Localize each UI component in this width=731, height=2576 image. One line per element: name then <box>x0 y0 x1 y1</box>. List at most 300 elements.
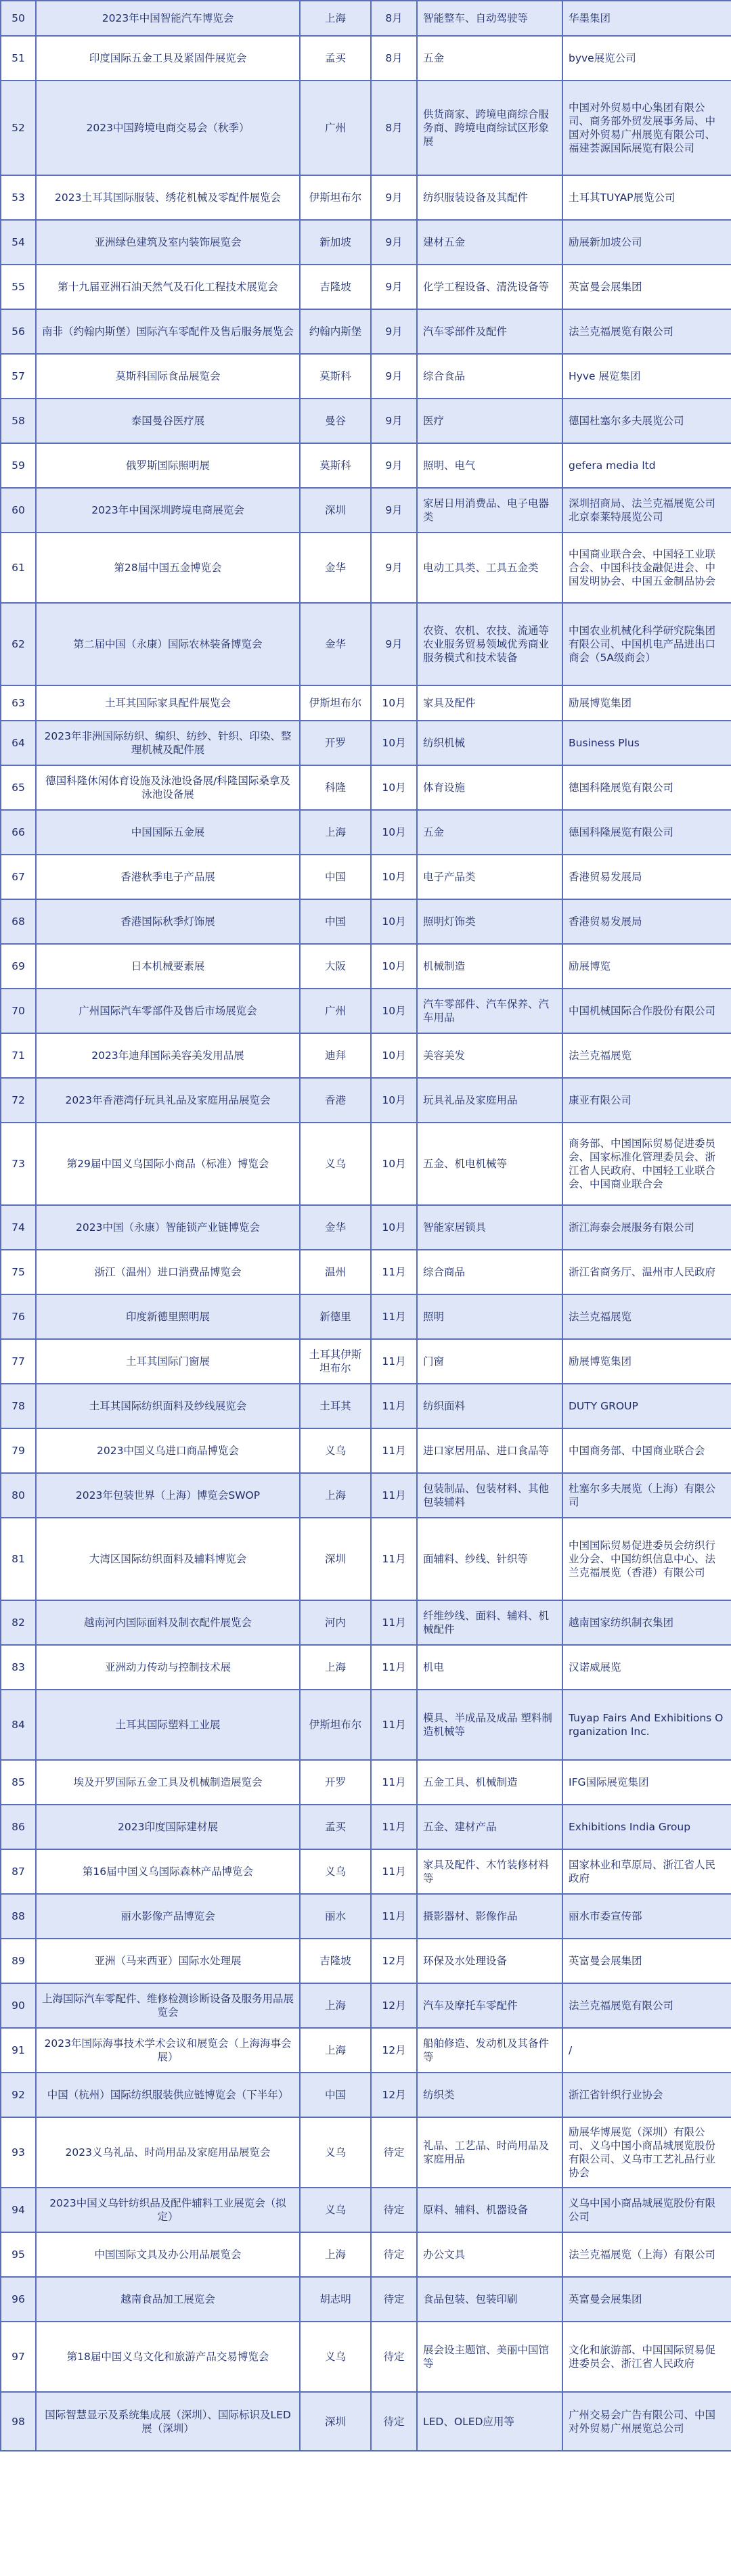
exhibition-name: 2023年香港湾仔玩具礼品及家庭用品展览会 <box>36 1078 300 1123</box>
exhibition-organizer: 励展华博展览（深圳）有限公司、义乌中国小商品城展览股份有限公司、义乌市工艺礼品行业协会 <box>562 2117 731 2188</box>
exhibition-month: 待定 <box>371 2232 417 2277</box>
exhibition-city: 义乌 <box>300 1849 371 1894</box>
exhibition-category: 进口家居用品、进口食品等 <box>417 1428 562 1473</box>
exhibition-city: 金华 <box>300 1205 371 1250</box>
exhibition-city: 上海 <box>300 1 371 36</box>
exhibition-organizer: byve展览公司 <box>562 36 731 81</box>
exhibition-category: 食品包装、包装印刷 <box>417 2277 562 2322</box>
exhibition-name: 德国科隆休闲体育设施及泳池设备展/科隆国际桑拿及泳池设备展 <box>36 765 300 810</box>
table-row <box>1 443 731 488</box>
exhibition-category: 五金 <box>417 36 562 81</box>
exhibition-month: 9月 <box>371 443 417 488</box>
exhibition-name: 日本机械要素展 <box>36 944 300 989</box>
exhibition-category: 五金、机电机械等 <box>417 1123 562 1205</box>
exhibition-organizer: 土耳其TUYAP展览公司 <box>562 175 731 220</box>
table-row <box>1 1939 731 1983</box>
row-number: 83 <box>1 1645 36 1690</box>
exhibition-organizer: Tuyap Fairs And Exhibitions Organization Inc. <box>562 1690 731 1760</box>
exhibition-category: 摄影器材、影像作品 <box>417 1894 562 1939</box>
row-number: 90 <box>1 1983 36 2028</box>
exhibition-category: LED、OLED应用等 <box>417 2392 562 2451</box>
exhibition-category: 纺织服装设备及其配件 <box>417 175 562 220</box>
exhibition-organizer: 浙江省针织行业协会 <box>562 2073 731 2117</box>
exhibition-category: 家居日用消费品、电子电器类 <box>417 488 562 533</box>
exhibition-city: 迪拜 <box>300 1033 371 1078</box>
row-number: 56 <box>1 309 36 354</box>
exhibition-name: 2023印度国际建材展 <box>36 1805 300 1849</box>
exhibition-category: 照明灯饰类 <box>417 899 562 944</box>
exhibition-category: 五金工具、机械制造 <box>417 1760 562 1805</box>
row-number: 52 <box>1 81 36 175</box>
exhibition-month: 9月 <box>371 399 417 443</box>
exhibition-month: 9月 <box>371 603 417 685</box>
exhibition-city: 金华 <box>300 533 371 603</box>
exhibition-name: 第18届中国义乌文化和旅游产品交易博览会 <box>36 2322 300 2392</box>
exhibition-category: 汽车及摩托车零配件 <box>417 1983 562 2028</box>
exhibition-organizer: 浙江海泰会展服务有限公司 <box>562 1205 731 1250</box>
exhibition-category: 综合食品 <box>417 354 562 399</box>
exhibition-organizer: 中国商业联合会、中国轻工业联合会、中国科技金融促进会、中国发明协会、中国五金制品协会 <box>562 533 731 603</box>
exhibition-month: 11月 <box>371 1805 417 1849</box>
row-number: 98 <box>1 2392 36 2451</box>
exhibition-month: 9月 <box>371 533 417 603</box>
exhibition-organizer: 深圳招商局、法兰克福展览公司 北京泰莱特展览公司 <box>562 488 731 533</box>
exhibition-organizer: 法兰克福展览 <box>562 1033 731 1078</box>
row-number: 57 <box>1 354 36 399</box>
row-number: 70 <box>1 989 36 1033</box>
row-number: 79 <box>1 1428 36 1473</box>
exhibition-organizer: 中国国际贸易促进委员会纺织行业分会、中国纺织信息中心、法兰克福展览（香港）有限公司 <box>562 1518 731 1600</box>
exhibition-name: 2023年中国智能汽车博览会 <box>36 1 300 36</box>
exhibition-name: 2023中国义乌进口商品博览会 <box>36 1428 300 1473</box>
exhibition-month: 12月 <box>371 2028 417 2073</box>
exhibition-organizer: 英富曼会展集团 <box>562 1939 731 1983</box>
table-row <box>1 1805 731 1849</box>
exhibition-city: 中国 <box>300 2073 371 2117</box>
exhibition-city: 伊斯坦布尔 <box>300 1690 371 1760</box>
table-row <box>1 1384 731 1428</box>
table-row <box>1 944 731 989</box>
exhibition-month: 11月 <box>371 1518 417 1600</box>
row-number: 75 <box>1 1250 36 1294</box>
exhibition-month: 11月 <box>371 1894 417 1939</box>
exhibition-city: 莫斯科 <box>300 443 371 488</box>
row-number: 53 <box>1 175 36 220</box>
exhibition-organizer: 广州交易会广告有限公司、中国对外贸易广州展览总公司 <box>562 2392 731 2451</box>
exhibition-name: 南非（约翰内斯堡）国际汽车零配件及售后服务展览会 <box>36 309 300 354</box>
row-number: 76 <box>1 1294 36 1339</box>
table-row <box>1 1983 731 2028</box>
exhibition-category: 纺织类 <box>417 2073 562 2117</box>
exhibition-name: 中国（杭州）国际纺织服装供应链博览会（下半年） <box>36 2073 300 2117</box>
exhibition-category: 包装制品、包装材料、其他包装辅料 <box>417 1473 562 1518</box>
exhibition-category: 五金、建材产品 <box>417 1805 562 1849</box>
exhibition-city: 吉隆坡 <box>300 1939 371 1983</box>
exhibition-organizer: 德国科隆展览有限公司 <box>562 810 731 855</box>
exhibition-city: 上海 <box>300 1473 371 1518</box>
exhibition-name: 大湾区国际纺织面料及辅料博览会 <box>36 1518 300 1600</box>
table-row <box>1 989 731 1033</box>
exhibition-category: 面辅料、纱线、针织等 <box>417 1518 562 1600</box>
exhibition-month: 11月 <box>371 1339 417 1384</box>
table-row <box>1 1123 731 1205</box>
table-row <box>1 533 731 603</box>
table-row <box>1 1250 731 1294</box>
exhibition-city: 伊斯坦布尔 <box>300 175 371 220</box>
exhibition-month: 11月 <box>371 1473 417 1518</box>
exhibition-category: 机械制造 <box>417 944 562 989</box>
exhibition-organizer: 法兰克福展览 <box>562 1294 731 1339</box>
exhibition-city: 曼谷 <box>300 399 371 443</box>
exhibition-organizer: Business Plus <box>562 721 731 765</box>
row-number: 60 <box>1 488 36 533</box>
exhibition-category: 建材五金 <box>417 220 562 265</box>
exhibition-name: 印度国际五金工具及紧固件展览会 <box>36 36 300 81</box>
exhibition-category: 综合商品 <box>417 1250 562 1294</box>
row-number: 61 <box>1 533 36 603</box>
exhibition-category: 门窗 <box>417 1339 562 1384</box>
exhibition-name: 亚洲动力传动与控制技术展 <box>36 1645 300 1690</box>
exhibition-month: 10月 <box>371 1078 417 1123</box>
exhibition-city: 上海 <box>300 1983 371 2028</box>
table-row <box>1 1294 731 1339</box>
exhibition-name: 国际智慧显示及系统集成展（深圳）、国际标识及LED展（深圳） <box>36 2392 300 2451</box>
exhibition-month: 12月 <box>371 2073 417 2117</box>
exhibition-city: 河内 <box>300 1600 371 1645</box>
exhibition-category: 智能家居锁具 <box>417 1205 562 1250</box>
exhibition-category: 办公文具 <box>417 2232 562 2277</box>
exhibition-month: 10月 <box>371 810 417 855</box>
table-row <box>1 309 731 354</box>
exhibition-organizer: 香港贸易发展局 <box>562 855 731 899</box>
exhibition-month: 待定 <box>371 2188 417 2232</box>
exhibition-city: 科隆 <box>300 765 371 810</box>
exhibition-category: 环保及水处理设备 <box>417 1939 562 1983</box>
exhibition-city: 温州 <box>300 1250 371 1294</box>
exhibition-month: 待定 <box>371 2392 417 2451</box>
table-row <box>1 220 731 265</box>
table-row <box>1 265 731 309</box>
exhibition-city: 中国 <box>300 899 371 944</box>
exhibition-category: 体育设施 <box>417 765 562 810</box>
exhibition-name: 亚洲（马来西亚）国际水处理展 <box>36 1939 300 1983</box>
row-number: 95 <box>1 2232 36 2277</box>
exhibition-category: 电动工具类、工具五金类 <box>417 533 562 603</box>
exhibition-city: 中国 <box>300 855 371 899</box>
exhibition-organizer: 越南国家纺织制衣集团 <box>562 1600 731 1645</box>
table-row <box>1 2392 731 2451</box>
exhibition-organizer: 励展博览集团 <box>562 1339 731 1384</box>
table-row <box>1 1645 731 1690</box>
exhibition-organizer: Exhibitions India Group <box>562 1805 731 1849</box>
table-row <box>1 2277 731 2322</box>
exhibition-month: 9月 <box>371 220 417 265</box>
exhibition-month: 8月 <box>371 1 417 36</box>
exhibition-name: 丽水影像产品博览会 <box>36 1894 300 1939</box>
exhibition-organizer: 康亚有限公司 <box>562 1078 731 1123</box>
row-number: 96 <box>1 2277 36 2322</box>
exhibition-city: 孟买 <box>300 36 371 81</box>
exhibition-name: 埃及开罗国际五金工具及机械制造展览会 <box>36 1760 300 1805</box>
exhibition-city: 约翰内斯堡 <box>300 309 371 354</box>
exhibition-name: 亚洲绿色建筑及室内装饰展览会 <box>36 220 300 265</box>
exhibition-month: 12月 <box>371 1939 417 1983</box>
exhibition-category: 医疗 <box>417 399 562 443</box>
exhibition-organizer: 法兰克福展览有限公司 <box>562 1983 731 2028</box>
exhibition-month: 11月 <box>371 1428 417 1473</box>
exhibition-organizer: 商务部、中国国际贸易促进委员会、国家标准化管理委员会、浙江省人民政府、中国轻工业联合会、中国商业联合会 <box>562 1123 731 1205</box>
exhibition-city: 胡志明 <box>300 2277 371 2322</box>
row-number: 54 <box>1 220 36 265</box>
exhibition-organizer: 法兰克福展览（上海）有限公司 <box>562 2232 731 2277</box>
exhibition-city: 义乌 <box>300 2188 371 2232</box>
exhibition-city: 上海 <box>300 810 371 855</box>
exhibition-category: 纤维纱线、面料、辅料、机械配件 <box>417 1600 562 1645</box>
exhibition-name: 第二届中国（永康）国际农林装备博览会 <box>36 603 300 685</box>
exhibition-name: 2023年迪拜国际美容美发用品展 <box>36 1033 300 1078</box>
exhibition-name: 第28届中国五金博览会 <box>36 533 300 603</box>
exhibition-month: 11月 <box>371 1384 417 1428</box>
row-number: 81 <box>1 1518 36 1600</box>
exhibition-month: 10月 <box>371 1123 417 1205</box>
exhibition-organizer: 中国农业机械化科学研究院集团有限公司、中国机电产品进出口商会（5A级商会） <box>562 603 731 685</box>
table-row <box>1 36 731 81</box>
table-row <box>1 765 731 810</box>
row-number: 59 <box>1 443 36 488</box>
table-row <box>1 1894 731 1939</box>
row-number: 88 <box>1 1894 36 1939</box>
exhibition-category: 照明 <box>417 1294 562 1339</box>
exhibition-category: 供货商家、跨境电商综合服务商、跨境电商综试区形象展 <box>417 81 562 175</box>
table-row <box>1 1339 731 1384</box>
row-number: 65 <box>1 765 36 810</box>
exhibition-category: 家具及配件 <box>417 685 562 721</box>
exhibition-city: 土耳其 <box>300 1384 371 1428</box>
table-row <box>1 1518 731 1600</box>
exhibition-name: 2023义乌礼品、时尚用品及家庭用品展览会 <box>36 2117 300 2188</box>
table-row <box>1 354 731 399</box>
exhibition-month: 10月 <box>371 685 417 721</box>
exhibition-category: 船舶修造、发动机及其备件等 <box>417 2028 562 2073</box>
table-row <box>1 1760 731 1805</box>
exhibition-category: 汽车零部件、汽车保养、汽车用品 <box>417 989 562 1033</box>
exhibition-name: 浙江（温州）进口消费品博览会 <box>36 1250 300 1294</box>
exhibition-organizer: 中国商务部、中国商业联合会 <box>562 1428 731 1473</box>
row-number: 58 <box>1 399 36 443</box>
row-number: 97 <box>1 2322 36 2392</box>
table-row <box>1 1428 731 1473</box>
exhibition-city: 土耳其伊斯坦布尔 <box>300 1339 371 1384</box>
row-number: 68 <box>1 899 36 944</box>
exhibition-organizer: 华墨集团 <box>562 1 731 36</box>
exhibition-category: 模具、半成品及成品 塑料制造机械等 <box>417 1690 562 1760</box>
row-number: 72 <box>1 1078 36 1123</box>
exhibition-category: 纺织面料 <box>417 1384 562 1428</box>
table-row <box>1 2232 731 2277</box>
exhibition-month: 9月 <box>371 309 417 354</box>
exhibition-organizer: IFG国际展览集团 <box>562 1760 731 1805</box>
exhibition-city: 开罗 <box>300 1760 371 1805</box>
table-row <box>1 1690 731 1760</box>
exhibition-category: 展会设主题馆、美丽中国馆等 <box>417 2322 562 2392</box>
exhibition-category: 纺织机械 <box>417 721 562 765</box>
exhibition-organizer: 浙江省商务厅、温州市人民政府 <box>562 1250 731 1294</box>
exhibition-name: 中国国际文具及办公用品展览会 <box>36 2232 300 2277</box>
exhibition-name: 泰国曼谷医疗展 <box>36 399 300 443</box>
row-number: 78 <box>1 1384 36 1428</box>
row-number: 80 <box>1 1473 36 1518</box>
exhibition-organizer: 香港贸易发展局 <box>562 899 731 944</box>
exhibition-city: 广州 <box>300 81 371 175</box>
row-number: 89 <box>1 1939 36 1983</box>
exhibition-organizer: 丽水市委宣传部 <box>562 1894 731 1939</box>
exhibition-city: 义乌 <box>300 2117 371 2188</box>
exhibition-category: 五金 <box>417 810 562 855</box>
exhibition-organizer: Hyve 展览集团 <box>562 354 731 399</box>
exhibition-name: 莫斯科国际食品展览会 <box>36 354 300 399</box>
exhibition-month: 9月 <box>371 265 417 309</box>
row-number: 69 <box>1 944 36 989</box>
table-row <box>1 2028 731 2073</box>
exhibition-city: 上海 <box>300 2232 371 2277</box>
table-row <box>1 2073 731 2117</box>
row-number: 94 <box>1 2188 36 2232</box>
exhibition-city: 义乌 <box>300 1428 371 1473</box>
exhibition-organizer: 励展博览 <box>562 944 731 989</box>
exhibition-name: 2023中国跨境电商交易会（秋季） <box>36 81 300 175</box>
exhibition-category: 智能整车、自动驾驶等 <box>417 1 562 36</box>
exhibition-city: 丽水 <box>300 1894 371 1939</box>
exhibition-category: 照明、电气 <box>417 443 562 488</box>
exhibition-name: 第16届中国义乌国际森林产品博览会 <box>36 1849 300 1894</box>
exhibition-organizer: 义乌中国小商品城展览股份有限公司 <box>562 2188 731 2232</box>
exhibition-organizer: 励展博览集团 <box>562 685 731 721</box>
row-number: 63 <box>1 685 36 721</box>
exhibition-name: 中国国际五金展 <box>36 810 300 855</box>
row-number: 86 <box>1 1805 36 1849</box>
exhibition-name: 上海国际汽车零配件、维修检测诊断设备及服务用品展览会 <box>36 1983 300 2028</box>
exhibition-name: 土耳其国际门窗展 <box>36 1339 300 1384</box>
row-number: 74 <box>1 1205 36 1250</box>
exhibition-organizer: 国家林业和草原局、浙江省人民政府 <box>562 1849 731 1894</box>
exhibition-name: 越南河内国际面料及制衣配件展览会 <box>36 1600 300 1645</box>
exhibition-organizer: 德国杜塞尔多夫展览公司 <box>562 399 731 443</box>
row-number: 50 <box>1 1 36 36</box>
table-row <box>1 810 731 855</box>
exhibition-month: 11月 <box>371 1250 417 1294</box>
exhibition-city: 开罗 <box>300 721 371 765</box>
exhibition-category: 礼品、工艺品、时尚用品及家庭用品 <box>417 2117 562 2188</box>
table-row <box>1 1 731 36</box>
row-number: 92 <box>1 2073 36 2117</box>
exhibition-city: 孟买 <box>300 1805 371 1849</box>
exhibition-name: 2023年中国深圳跨境电商展览会 <box>36 488 300 533</box>
exhibition-name: 土耳其国际家具配件展览会 <box>36 685 300 721</box>
exhibition-month: 9月 <box>371 488 417 533</box>
exhibition-month: 9月 <box>371 354 417 399</box>
exhibition-organizer: 英富曼会展集团 <box>562 2277 731 2322</box>
table-row <box>1 175 731 220</box>
exhibition-category: 家具及配件、木竹装修材料等 <box>417 1849 562 1894</box>
row-number: 62 <box>1 603 36 685</box>
row-number: 55 <box>1 265 36 309</box>
exhibition-category: 玩具礼品及家庭用品 <box>417 1078 562 1123</box>
exhibition-organizer: / <box>562 2028 731 2073</box>
exhibition-month: 10月 <box>371 855 417 899</box>
exhibition-name: 2023年非洲国际纺织、编织、纺纱、针织、印染、整理机械及配件展 <box>36 721 300 765</box>
exhibition-month: 9月 <box>371 175 417 220</box>
exhibition-city: 新德里 <box>300 1294 371 1339</box>
exhibition-city: 深圳 <box>300 488 371 533</box>
exhibition-organizer: 德国科隆展览有限公司 <box>562 765 731 810</box>
exhibition-city: 香港 <box>300 1078 371 1123</box>
row-number: 91 <box>1 2028 36 2073</box>
exhibition-name: 印度新德里照明展 <box>36 1294 300 1339</box>
table-row <box>1 1473 731 1518</box>
row-number: 67 <box>1 855 36 899</box>
exhibition-category: 化学工程设备、清洗设备等 <box>417 265 562 309</box>
exhibition-city: 上海 <box>300 1645 371 1690</box>
exhibition-city: 义乌 <box>300 1123 371 1205</box>
exhibition-month: 11月 <box>371 1849 417 1894</box>
exhibition-city: 金华 <box>300 603 371 685</box>
row-number: 84 <box>1 1690 36 1760</box>
exhibition-month: 10月 <box>371 765 417 810</box>
exhibition-table-body <box>1 1 731 2451</box>
table-row <box>1 2188 731 2232</box>
exhibition-city: 大阪 <box>300 944 371 989</box>
exhibition-organizer: 英富曼会展集团 <box>562 265 731 309</box>
exhibition-name: 土耳其国际塑料工业展 <box>36 1690 300 1760</box>
table-row <box>1 1033 731 1078</box>
exhibition-category: 电子产品类 <box>417 855 562 899</box>
exhibition-month: 11月 <box>371 1690 417 1760</box>
exhibition-city: 莫斯科 <box>300 354 371 399</box>
exhibition-name: 广州国际汽车零部件及售后市场展览会 <box>36 989 300 1033</box>
exhibition-name: 2023年国际海事技术学术会议和展览会（上海海事会展） <box>36 2028 300 2073</box>
exhibition-category: 原料、辅料、机器设备 <box>417 2188 562 2232</box>
row-number: 66 <box>1 810 36 855</box>
exhibition-organizer: 励展新加坡公司 <box>562 220 731 265</box>
exhibition-organizer: 文化和旅游部、中国国际贸易促进委员会、浙江省人民政府 <box>562 2322 731 2392</box>
exhibition-category: 美容美发 <box>417 1033 562 1078</box>
table-row <box>1 399 731 443</box>
table-row <box>1 1849 731 1894</box>
exhibition-city: 义乌 <box>300 2322 371 2392</box>
exhibition-month: 10月 <box>371 944 417 989</box>
exhibition-city: 广州 <box>300 989 371 1033</box>
exhibition-month: 11月 <box>371 1294 417 1339</box>
table-row <box>1 2117 731 2188</box>
exhibition-month: 10月 <box>371 721 417 765</box>
exhibition-name: 第29届中国义乌国际小商品（标准）博览会 <box>36 1123 300 1205</box>
exhibition-name: 2023年包装世界（上海）博览会SWOP <box>36 1473 300 1518</box>
row-number: 82 <box>1 1600 36 1645</box>
table-row <box>1 2322 731 2392</box>
exhibition-month: 8月 <box>371 81 417 175</box>
exhibition-month: 12月 <box>371 1983 417 2028</box>
table-row <box>1 81 731 175</box>
row-number: 77 <box>1 1339 36 1384</box>
exhibition-month: 11月 <box>371 1600 417 1645</box>
row-number: 51 <box>1 36 36 81</box>
exhibition-month: 待定 <box>371 2277 417 2322</box>
exhibition-name: 2023土耳其国际服装、绣花机械及零配件展览会 <box>36 175 300 220</box>
row-number: 73 <box>1 1123 36 1205</box>
table-row <box>1 685 731 721</box>
row-number: 87 <box>1 1849 36 1894</box>
exhibition-category: 机电 <box>417 1645 562 1690</box>
